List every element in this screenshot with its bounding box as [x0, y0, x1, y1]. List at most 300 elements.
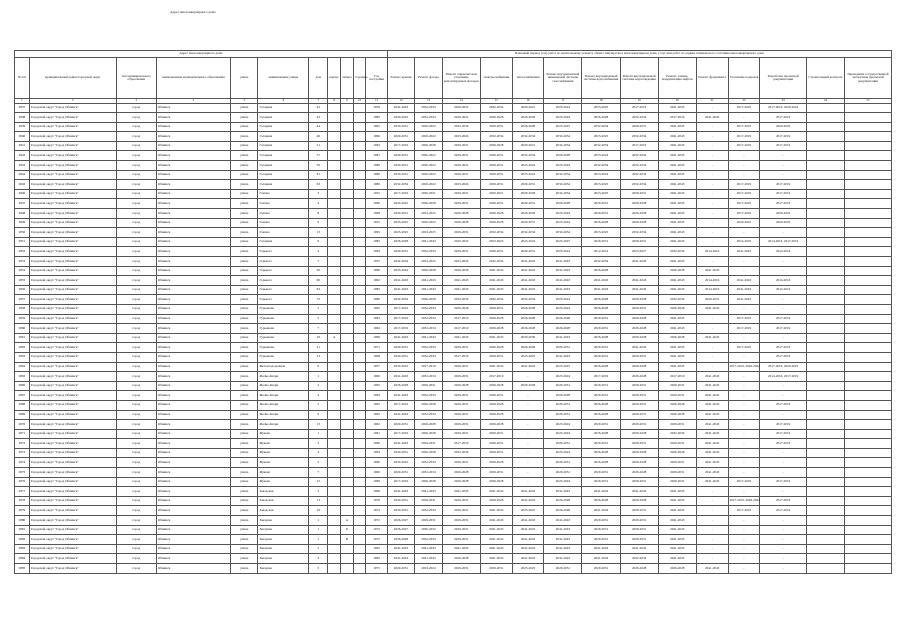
table-cell: 2026-2028 — [582, 113, 620, 123]
table-row — [15, 496, 892, 506]
table-cell: Гурьянова — [258, 314, 309, 324]
table-cell: 2026-2028 — [512, 113, 544, 123]
table-cell: Звездная — [258, 564, 309, 574]
table-cell: 2041-2043 — [480, 362, 512, 372]
table-cell: улица — [230, 161, 258, 171]
table-cell: 2029-2031 — [658, 381, 696, 391]
table-cell — [353, 189, 366, 199]
table-cell: 2032-2034 — [415, 343, 443, 353]
table-cell: 2041-2043 — [658, 180, 696, 190]
table-cell: 2023-2024 — [387, 266, 415, 276]
table-cell: улица — [230, 132, 258, 142]
table-cell: 2041-2043 — [696, 564, 728, 574]
table-cell: 2029-2031 — [512, 218, 544, 228]
table-cell: 2032-2034 — [480, 103, 512, 113]
table-cell — [845, 352, 892, 362]
table-cell: 2026-2028 — [442, 554, 480, 564]
table-cell: 2026-2028 — [544, 391, 582, 401]
table-cell: 2026-2028 — [582, 304, 620, 314]
table-cell: 2026-2028 — [620, 468, 658, 478]
table-cell: Гагарина — [258, 132, 309, 142]
table-cell: 2041-2043 — [480, 535, 512, 545]
table-cell — [353, 266, 366, 276]
column-number: 16 — [512, 99, 544, 104]
table-cell: 2023-2025 — [544, 237, 582, 247]
table-cell: 2032-2034 — [415, 391, 443, 401]
table-cell: 1980 — [366, 295, 387, 305]
table-cell: Городской округ "Город Обнинск" — [29, 228, 116, 238]
table-cell: 2029-2031 — [480, 170, 512, 180]
table-row — [15, 122, 892, 132]
table-cell: 2026-2028 — [512, 324, 544, 334]
table-cell: 2017-2019 — [760, 199, 807, 209]
table-cell: 2026-2028 — [442, 477, 480, 487]
table-cell: 2029-2031 — [582, 209, 620, 219]
table-cell: 2041-2043 — [415, 333, 443, 343]
table-cell: 2029-2031 — [480, 352, 512, 362]
table-cell: Гагарина — [258, 151, 309, 161]
table-cell — [353, 554, 366, 564]
table-cell: 2853 — [15, 257, 30, 267]
table-cell: город — [116, 391, 156, 401]
table-cell: 51 — [309, 141, 328, 151]
table-cell: 5 — [309, 564, 328, 574]
table-row — [15, 314, 892, 324]
table-cell — [845, 257, 892, 267]
table-cell: 2041-2043 — [512, 535, 544, 545]
table-row — [15, 103, 892, 113]
table-cell: - — [728, 487, 760, 497]
table-cell: город — [116, 228, 156, 238]
table-cell: город — [116, 506, 156, 516]
table-cell — [806, 314, 844, 324]
table-cell — [328, 372, 341, 382]
table-cell: улица — [230, 324, 258, 334]
table-cell: 2020-2022 — [415, 180, 443, 190]
table-cell: 2041-2043 — [696, 439, 728, 449]
table-cell: Обнинск — [156, 448, 230, 458]
table-cell: 1985 — [366, 237, 387, 247]
table-cell: город — [116, 381, 156, 391]
table-cell: 2029-2031 — [387, 343, 415, 353]
table-cell: 2871 — [15, 429, 30, 439]
table-cell: 2032-2034 — [544, 180, 582, 190]
table-cell: Городской округ "Город Обнинск" — [29, 554, 116, 564]
table-cell: 2041-2043 — [620, 276, 658, 286]
table-cell: 2041-2043 — [620, 343, 658, 353]
table-cell: - — [728, 170, 760, 180]
table-cell — [806, 458, 844, 468]
table-cell: 2041-2043 — [480, 276, 512, 286]
table-cell: 2029-2031 — [512, 247, 544, 257]
table-cell: 2023-2024 — [544, 420, 582, 430]
table-cell: 2032-2034 — [415, 410, 443, 420]
table-cell: 2041-2043 — [442, 276, 480, 286]
table-cell: 2017-2019 — [760, 141, 807, 151]
table-cell — [806, 410, 844, 420]
table-cell — [353, 372, 366, 382]
table-cell: В — [341, 535, 354, 545]
table-cell — [353, 314, 366, 324]
table-row — [15, 429, 892, 439]
table-cell: город — [116, 151, 156, 161]
table-cell: Жолио-Кюри — [258, 420, 309, 430]
table-cell — [341, 304, 354, 314]
table-cell: 2041-2043 — [544, 257, 582, 267]
table-cell: 2852 — [15, 247, 30, 257]
table-cell: улица — [230, 516, 258, 526]
table-cell: 2032-2034 — [544, 141, 582, 151]
table-cell: 5 — [309, 314, 328, 324]
table-cell: 2026-2028 — [480, 381, 512, 391]
table-cell: 2041-2043 — [512, 276, 544, 286]
table-cell — [353, 122, 366, 132]
table-cell: 2032-2034 — [658, 247, 696, 257]
table-row — [15, 458, 892, 468]
table-cell — [341, 391, 354, 401]
table-cell — [341, 333, 354, 343]
table-cell: 2017-2019 — [760, 113, 807, 123]
table-cell: 2026-2028 — [387, 237, 415, 247]
table-cell: улица — [230, 554, 258, 564]
table-cell: 2880 — [15, 516, 30, 526]
table-cell: А — [328, 333, 341, 343]
table-cell: 2843 — [15, 161, 30, 171]
table-cell: 2878 — [15, 496, 30, 506]
table-cell: 2029-2031 — [387, 132, 415, 142]
table-cell — [353, 448, 366, 458]
table-cell: 2026-2028 — [582, 218, 620, 228]
table-cell: 1968 — [366, 352, 387, 362]
table-cell: 2876 — [15, 477, 30, 487]
table-cell: 2029-2031 — [544, 400, 582, 410]
table-cell: улица — [230, 381, 258, 391]
table-cell: 2041-2043 — [582, 554, 620, 564]
table-cell — [806, 180, 844, 190]
table-cell — [341, 132, 354, 142]
table-cell: - — [696, 237, 728, 247]
table-cell: 2029-2031 — [442, 372, 480, 382]
table-cell: 2032-2034 — [512, 295, 544, 305]
table-cell — [845, 343, 892, 353]
table-cell: Звездная — [258, 544, 309, 554]
table-cell — [353, 439, 366, 449]
table-cell: Гурьянова — [258, 333, 309, 343]
table-cell: Городской округ "Город Обнинск" — [29, 429, 116, 439]
table-cell: 2026-2028 — [620, 429, 658, 439]
table-cell: город — [116, 410, 156, 420]
table-cell: 2029-2031 — [658, 458, 696, 468]
table-cell — [353, 496, 366, 506]
column-number: 20 — [658, 99, 696, 104]
table-cell: 2029-2031 — [620, 381, 658, 391]
table-cell: Обнинск — [156, 362, 230, 372]
table-cell: 2029-2031 — [658, 468, 696, 478]
table-cell: 2026-2028 — [442, 381, 480, 391]
table-row — [15, 247, 892, 257]
table-cell: - — [696, 544, 728, 554]
table-cell: 2020-2022 — [415, 161, 443, 171]
table-cell: 2020-2022 — [387, 458, 415, 468]
table-row — [15, 410, 892, 420]
table-cell: улица — [230, 372, 258, 382]
table-cell: 8 — [309, 209, 328, 219]
table-cell: 2029-2031 — [658, 477, 696, 487]
column-number: 13 — [415, 99, 443, 104]
table-cell: 2017-2019 — [760, 314, 807, 324]
table-cell: 2041-2043 — [728, 276, 760, 286]
table-cell — [341, 141, 354, 151]
table-cell: - — [728, 516, 760, 526]
table-cell — [845, 410, 892, 420]
table-cell: - — [512, 468, 544, 478]
table-cell — [341, 295, 354, 305]
table-cell: Обнинск — [156, 487, 230, 497]
table-cell: 2029-2031 — [582, 381, 620, 391]
table-cell: 2884 — [15, 554, 30, 564]
table-cell: Городской округ "Город Обнинск" — [29, 266, 116, 276]
table-cell: 2023-2024 — [512, 170, 544, 180]
table-cell: 2041-2043 — [415, 544, 443, 554]
table-cell: 2029-2031 — [620, 535, 658, 545]
table-cell — [845, 554, 892, 564]
table-cell — [328, 400, 341, 410]
table-cell: 2041-2043 — [696, 429, 728, 439]
table-cell — [328, 343, 341, 353]
table-cell: город — [116, 161, 156, 171]
table-cell: 2026-2028 — [415, 429, 443, 439]
table-cell: Обнинск — [156, 544, 230, 554]
table-cell — [341, 228, 354, 238]
table-cell: 2873 — [15, 448, 30, 458]
table-cell: 2026-2028 — [480, 477, 512, 487]
table-cell: 2026-2028 — [544, 151, 582, 161]
column-header: дом — [309, 58, 328, 99]
table-cell: 2041-2043 — [696, 400, 728, 410]
table-cell: город — [116, 343, 156, 353]
table-cell: Городской округ "Город Обнинск" — [29, 487, 116, 497]
table-cell: 2867 — [15, 391, 30, 401]
table-cell: Городской округ "Город Обнинск" — [29, 352, 116, 362]
table-cell: 2041-2043 — [415, 285, 443, 295]
table-cell: 2017-2019 — [387, 304, 415, 314]
table-cell: 2041-2043 — [582, 285, 620, 295]
table-cell — [845, 506, 892, 516]
table-cell — [341, 429, 354, 439]
table-cell: 2026-2028 — [620, 458, 658, 468]
table-cell: - — [696, 199, 728, 209]
table-row — [15, 132, 892, 142]
table-cell: улица — [230, 295, 258, 305]
table-cell: 2014-2016, 2017-2019 — [760, 372, 807, 382]
table-row — [15, 343, 892, 353]
table-cell: 2026-2028 — [512, 343, 544, 353]
table-cell — [328, 180, 341, 190]
table-cell: 2041-2043 — [658, 189, 696, 199]
table-row — [15, 487, 892, 497]
table-cell: город — [116, 324, 156, 334]
table-cell: 2017-2019 — [658, 113, 696, 123]
table-cell: Звездная — [258, 525, 309, 535]
table-cell: 2014-2016 — [696, 247, 728, 257]
table-cell — [341, 266, 354, 276]
table-cell: 2017-2019 — [760, 420, 807, 430]
table-cell: 2847 — [15, 199, 30, 209]
table-cell: Б — [341, 525, 354, 535]
table-cell: 2041-2043 — [442, 333, 480, 343]
table-cell: 2874 — [15, 458, 30, 468]
table-cell: 2029-2031 — [582, 468, 620, 478]
table-cell: 2041-2043 — [544, 333, 582, 343]
table-cell: 2883 — [15, 544, 30, 554]
table-cell: 2026-2028 — [544, 314, 582, 324]
table-cell: 2029-2031 — [620, 304, 658, 314]
table-cell: 2017-2019 — [415, 362, 443, 372]
table-row — [15, 237, 892, 247]
table-cell: - — [512, 477, 544, 487]
table-cell — [328, 352, 341, 362]
table-cell: 2026-2028 — [544, 199, 582, 209]
table-cell: 2041-2043 — [658, 544, 696, 554]
table-cell: 57 — [309, 151, 328, 161]
table-cell: Городской округ "Город Обнинск" — [29, 535, 116, 545]
table-cell: Обнинск — [156, 458, 230, 468]
table-cell — [353, 362, 366, 372]
table-cell — [353, 477, 366, 487]
table-cell: 2017-2019, 2020-2022 — [728, 496, 760, 506]
table-cell: 2029-2031 — [582, 564, 620, 574]
table-cell — [845, 237, 892, 247]
table-cell: Городской округ "Город Обнинск" — [29, 295, 116, 305]
table-cell: Обнинск — [156, 391, 230, 401]
table-cell — [341, 400, 354, 410]
table-cell — [353, 516, 366, 526]
table-cell: 2017-2019 — [728, 324, 760, 334]
table-cell: Обнинск — [156, 468, 230, 478]
table-cell: 2032-2034 — [415, 103, 443, 113]
table-cell: - — [696, 218, 728, 228]
table-cell: 2017-2019 — [387, 477, 415, 487]
table-cell: 2030-2032 — [415, 525, 443, 535]
table-cell: 2041-2043 — [512, 554, 544, 564]
table-cell: 2032-2034 — [658, 295, 696, 305]
table-cell: 2862 — [15, 343, 30, 353]
column-number: 12 — [387, 99, 415, 104]
table-cell — [328, 314, 341, 324]
table-cell — [328, 381, 341, 391]
table-cell — [328, 304, 341, 314]
table-cell: улица — [230, 180, 258, 190]
table-cell: 2875 — [15, 468, 30, 478]
table-cell: - — [728, 161, 760, 171]
table-cell — [328, 276, 341, 286]
table-cell — [845, 564, 892, 574]
table-cell — [806, 381, 844, 391]
table-cell: 2029-2031 — [620, 506, 658, 516]
table-cell — [353, 324, 366, 334]
table-cell: 2041-2043 — [658, 343, 696, 353]
table-cell: - — [696, 506, 728, 516]
table-cell: - — [728, 352, 760, 362]
table-cell — [845, 180, 892, 190]
table-cell: - — [760, 170, 807, 180]
table-cell: Гурьянова — [258, 352, 309, 362]
table-cell: - — [760, 295, 807, 305]
table-cell: улица — [230, 113, 258, 123]
table-cell: улица — [230, 228, 258, 238]
table-cell: 2026-2028 — [480, 420, 512, 430]
table-cell: 2029-2031 — [442, 506, 480, 516]
table-cell: 2029-2031 — [442, 170, 480, 180]
table-cell — [353, 429, 366, 439]
table-cell: 2029-2031 — [480, 429, 512, 439]
table-cell: улица — [230, 209, 258, 219]
table-cell — [806, 285, 844, 295]
table-cell: улица — [230, 448, 258, 458]
column-header: корпус — [328, 58, 341, 99]
column-header: улица — [230, 58, 258, 99]
table-cell: 2026-2028 — [512, 189, 544, 199]
table-cell: 2026-2028 — [658, 564, 696, 574]
table-cell: - — [760, 391, 807, 401]
table-cell — [328, 237, 341, 247]
table-cell — [806, 477, 844, 487]
table-cell: город — [116, 314, 156, 324]
table-cell: 2029-2031 — [442, 228, 480, 238]
table-cell: 2017-2019 — [480, 372, 512, 382]
table-cell: 2017-2019 — [760, 506, 807, 516]
table-cell — [341, 103, 354, 113]
table-cell — [341, 247, 354, 257]
table-cell: - — [760, 304, 807, 314]
table-row — [15, 439, 892, 449]
table-cell: 2041-2043 — [387, 372, 415, 382]
table-cell: Городской округ "Город Обнинск" — [29, 381, 116, 391]
table-cell: - — [696, 352, 728, 362]
table-cell: Горького — [258, 266, 309, 276]
table-cell: 2837 — [15, 103, 30, 113]
table-cell: 2866 — [15, 381, 30, 391]
table-cell — [328, 295, 341, 305]
table-cell: 2014-2016 — [728, 237, 760, 247]
table-cell — [353, 180, 366, 190]
table-cell: 2032-2034 — [620, 554, 658, 564]
table-cell — [806, 362, 844, 372]
column-number: 2 — [29, 99, 116, 104]
table-cell: Гурьянова — [258, 343, 309, 353]
table-cell — [328, 429, 341, 439]
table-cell: 2041-2043 — [658, 209, 696, 219]
table-cell: Гамова — [258, 189, 309, 199]
table-cell: - — [728, 564, 760, 574]
table-cell: - — [728, 448, 760, 458]
table-row — [15, 420, 892, 430]
table-cell: 2041-2043 — [480, 544, 512, 554]
table-cell: 2032-2034 — [387, 257, 415, 267]
table-cell: улица — [230, 276, 258, 286]
table-cell: Заводская — [258, 506, 309, 516]
table-cell: 2026-2028 — [480, 410, 512, 420]
table-cell: 2041-2043 — [696, 333, 728, 343]
table-cell: 2029-2031 — [387, 151, 415, 161]
table-cell: 2041-2043 — [696, 372, 728, 382]
table-cell: 2023-2024 — [544, 448, 582, 458]
table-cell: 2029-2031 — [658, 439, 696, 449]
table-row — [15, 228, 892, 238]
table-cell — [328, 122, 341, 132]
table-cell — [341, 468, 354, 478]
table-cell: 2885 — [15, 564, 30, 574]
